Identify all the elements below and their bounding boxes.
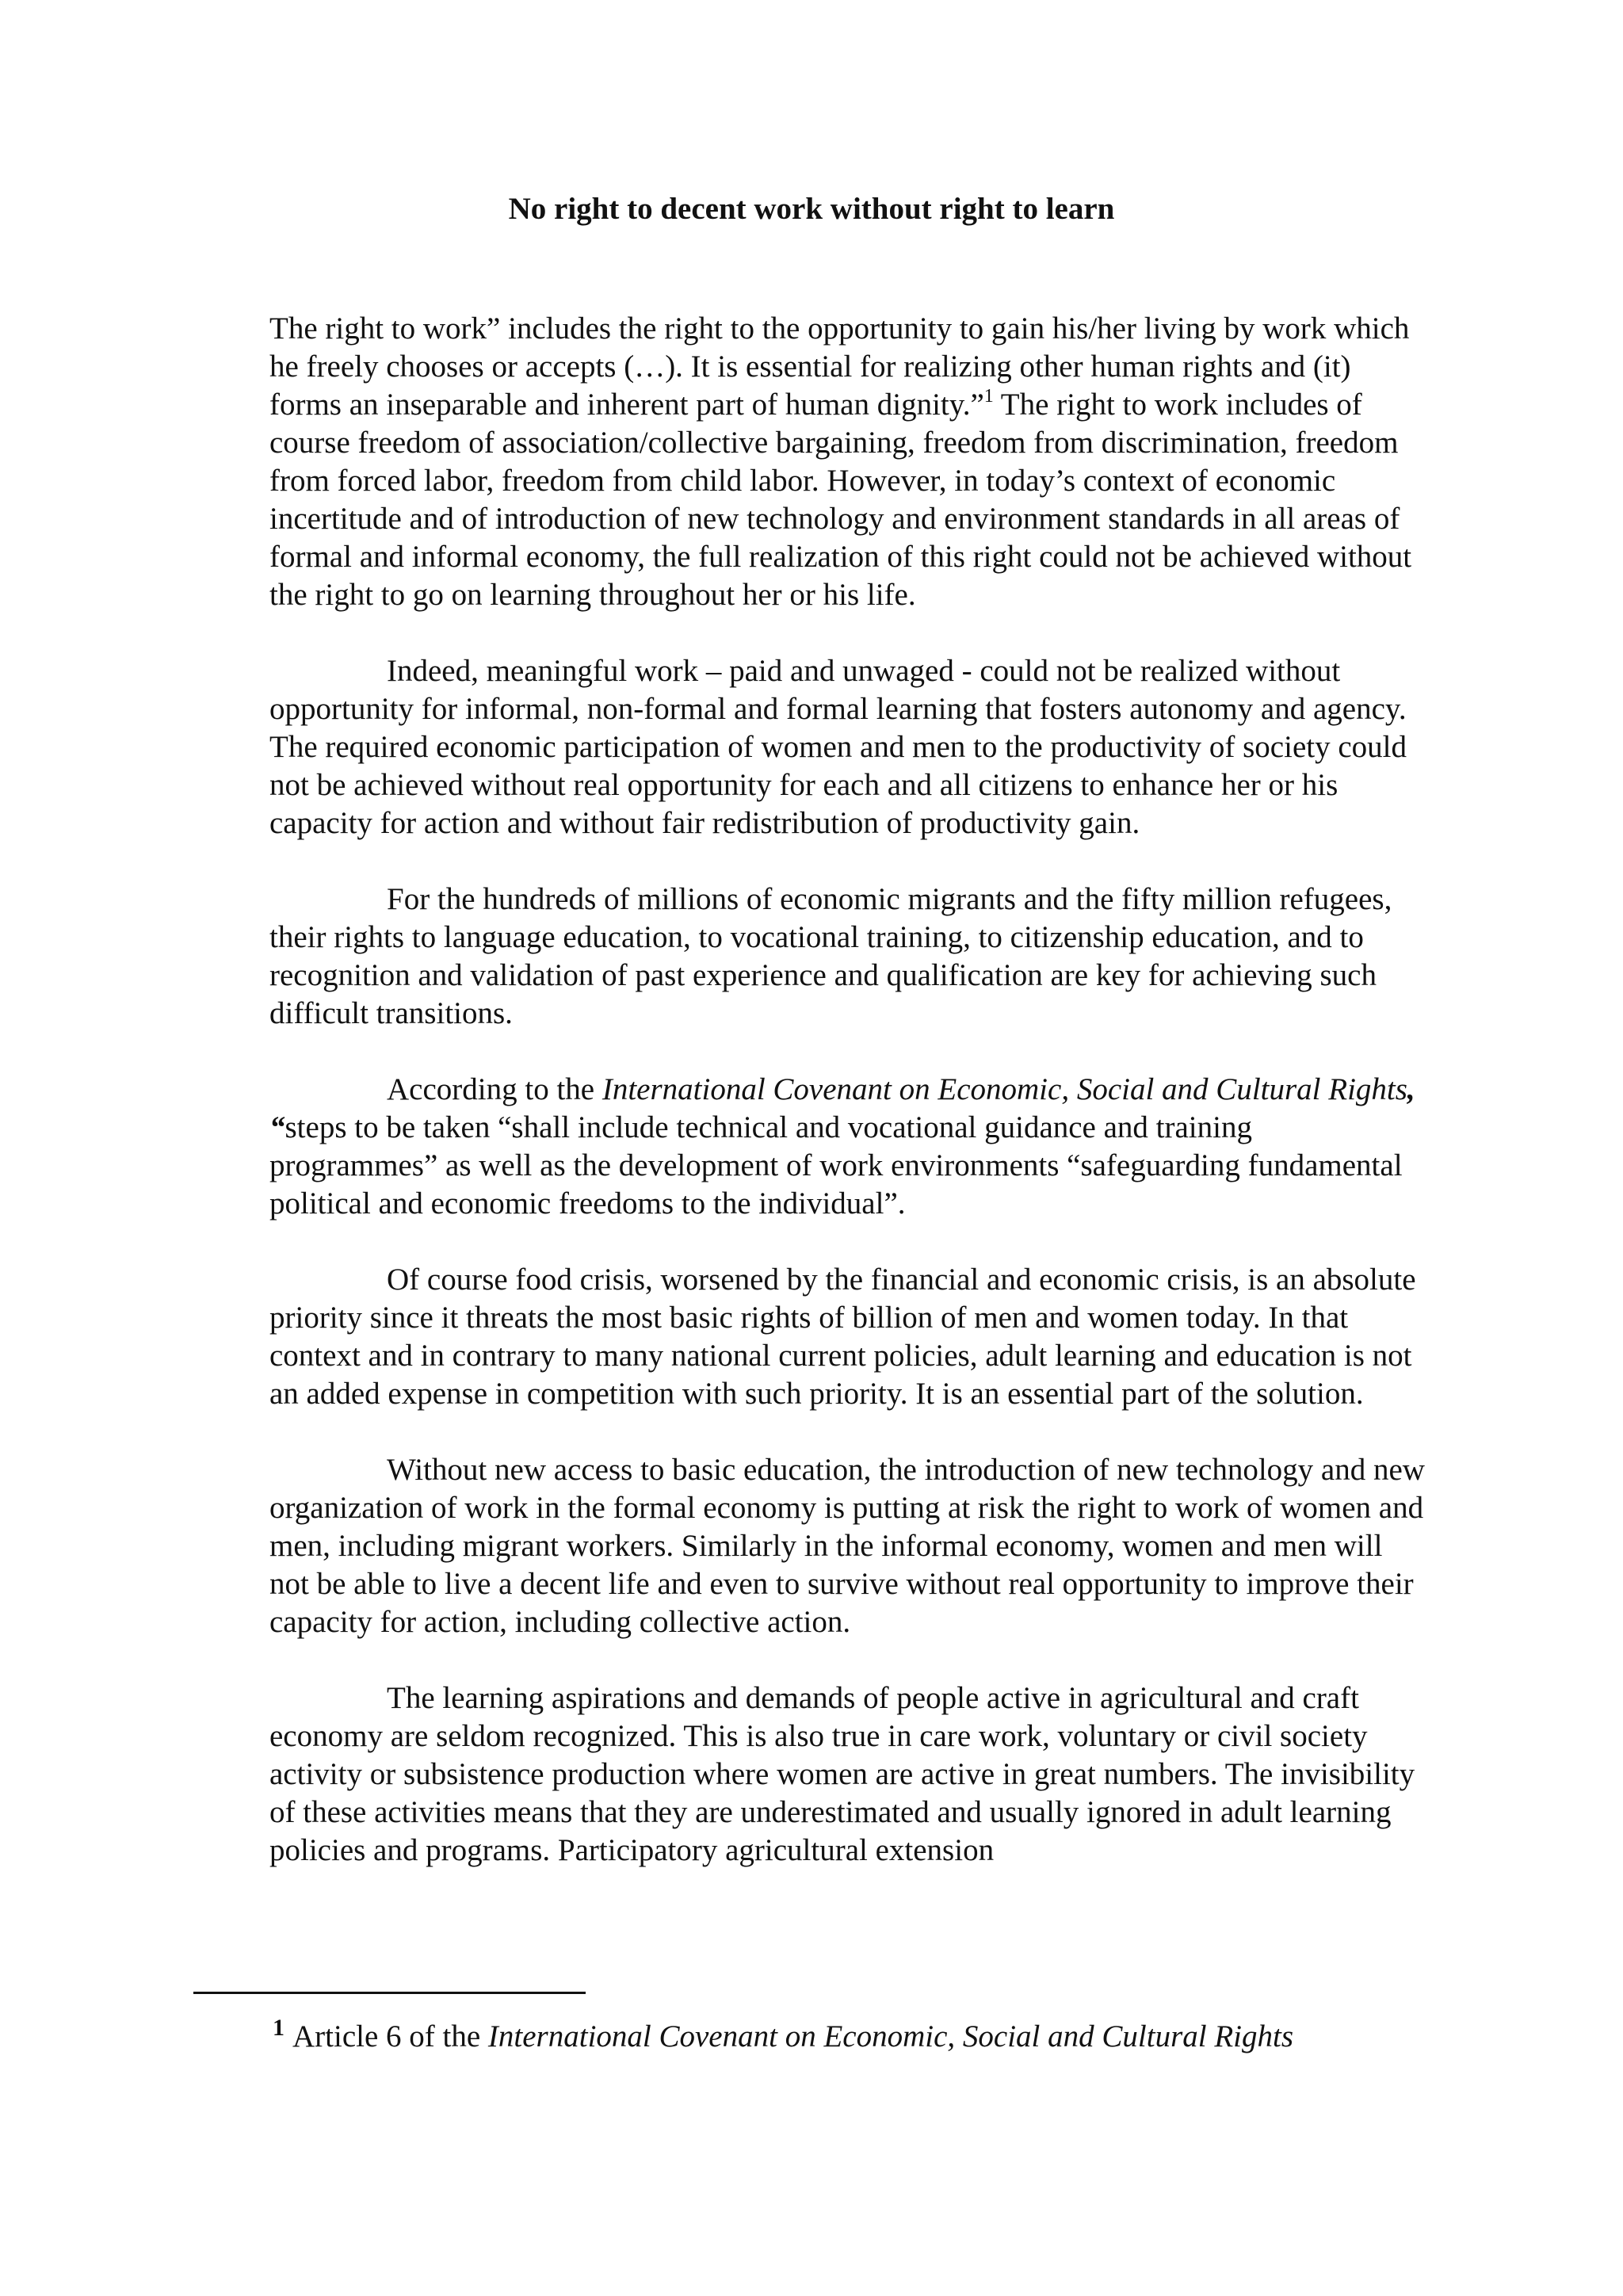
document-title: No right to decent work without right to learn (508, 192, 1115, 226)
footnote-covenant-title: International Covenant on Economic, Social and Cultural Rights (487, 2019, 1293, 2053)
footnote-reference[interactable]: 1 (983, 386, 994, 407)
paragraph-text: The right to work” includes the right to the opportunity to gain his/her living by work which he freely chooses or accepts (…). It is essential for realizing other human rights and (it) forms an inseparable and inherent part of human dignity.” (269, 311, 1410, 422)
footnote-separator (193, 1992, 586, 1994)
covenant-title: International Covenant on Economic, Social and Cultural Rights (601, 1072, 1407, 1106)
punctuation: , “ (269, 1072, 1415, 1144)
paragraph-right-to-work (269, 310, 1426, 614)
document-body (269, 310, 1426, 1870)
paragraph-covenant (269, 1071, 1426, 1223)
paragraph-meaningful-work: Indeed, meaningful work – paid and unwaged - could not be realized without opportunity for informal, non-formal and formal learning that fosters autonomy and agency. The required economic participation of women and men to the productivity of society could not be achieved without real opportunity for each and all citizens to enhance her or his capacity for action and without fair redistribution of productivity gain. (269, 654, 1407, 840)
footnote-mark: 1 (273, 2015, 285, 2041)
paragraph-text: The right to work includes of course freedom of association/collective bargaining, freedom from discrimination, freedom from forced labor, freedom from child labor. However, in today’s context of economic incertitude and of introduction of new technology and environment standards in all areas of formal and informal economy, the full realization of this right could not be achieved without the right to go on learning throughout her or his life. (269, 388, 1412, 612)
paragraph-learning-aspirations: The learning aspirations and demands of people active in agricultural and craft economy are seldom recognized. This is also true in care work, voluntary or civil society activity or subsistence production where women are active in great numbers. The invisibility of these activities means that they are underestimated and usually ignored in adult learning policies and programs. Participatory agricultural extension (269, 1681, 1415, 1867)
paragraph-text: steps to be taken “shall include technical and vocational guidance and training programmes” as well as the development of work environments “safeguarding fundamental political and economic freedoms to the individual”. (269, 1110, 1403, 1221)
paragraph-food-crisis: Of course food crisis, worsened by the financial and economic crisis, is an absolute priority since it threats the most basic rights of billion of men and women today. In that context and in contrary to many national current policies, adult learning and education is not an added expense in competition with such priority. It is an essential part of the solution. (269, 1263, 1416, 1411)
footnote (273, 2015, 1461, 2056)
footnote-text: Article 6 of the (292, 2019, 488, 2053)
paragraph-basic-education: Without new access to basic education, the introduction of new technology and new organization of work in the formal economy is putting at risk the right to work of women and men, including migrant workers. Similarly in the informal economy, women and men will not be able to live a decent life and even to survive without real opportunity to improve their capacity for action, including collective action. (269, 1453, 1425, 1639)
paragraph-text: According to the (387, 1072, 602, 1106)
paragraph-migrants-refugees: For the hundreds of millions of economic migrants and the fifty million refugees, their rights to language education, to vocational training, to citizenship education, and to recognition and validation of past experience and qualification are key for achieving such difficult transitions. (269, 882, 1392, 1030)
